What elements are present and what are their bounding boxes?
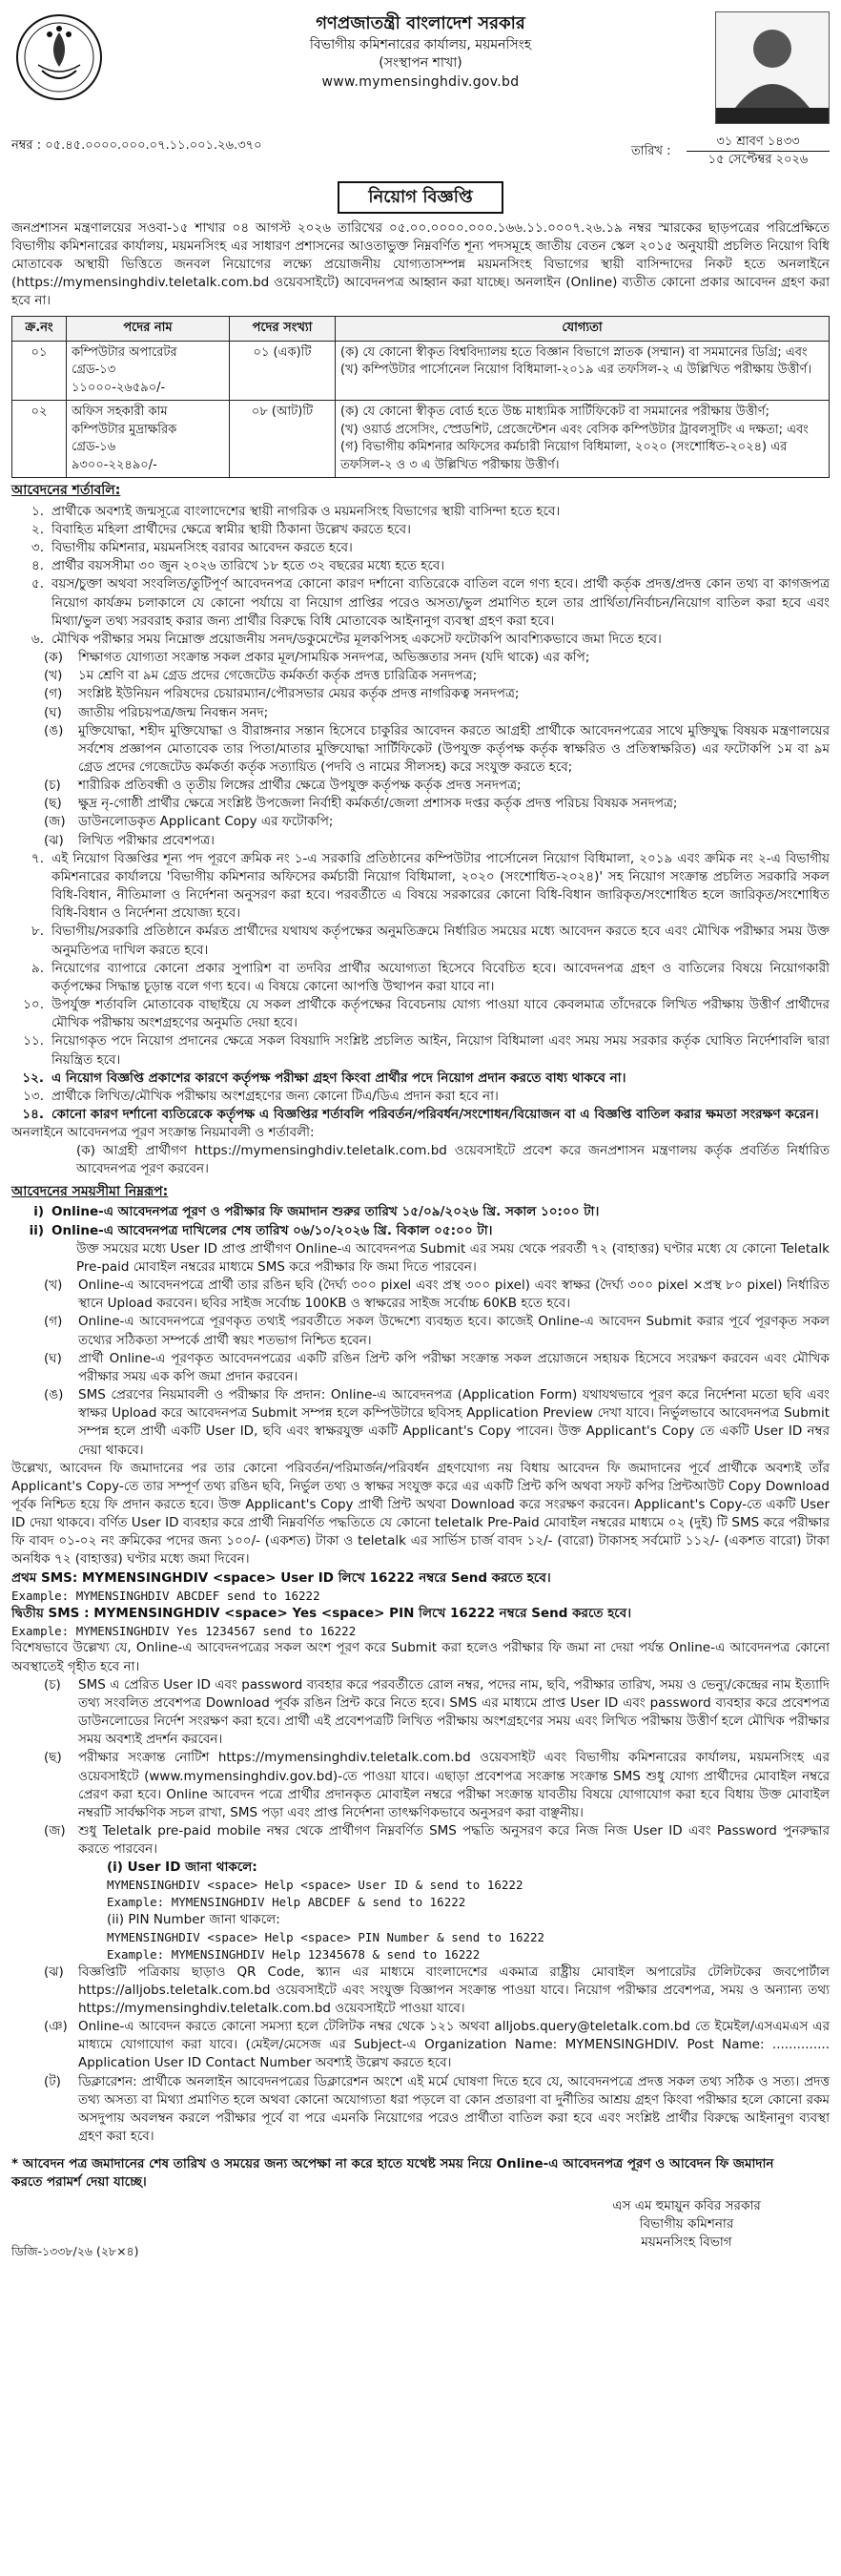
col-post-name: পদের নাম	[67, 317, 230, 341]
recovery-userid-example: Example: MYMENSINGHDIV Help ABCDEF & send to 16222	[107, 1895, 466, 1910]
list-item: ৮. বিভাগীয়/সরকারি প্রতিষ্ঠানে কর্মরত প্রার্থীদের যথাযথ কর্তৃপক্ষের অনুমতিক্রমে নির্ধারিত সময়ের মধ্যে আবেদন করতে হবে এবং মৌখিক পরীক্ষার সময় উক্ত অনুমতিপত্র দাখিল করতে হবে।	[31, 924, 830, 958]
post-name: কম্পিউটার অপারেটর	[72, 344, 177, 360]
qualification-item: (ক) যে কোনো স্বীকৃত বিশ্ববিদ্যালয় হতে বিজ্ঞান বিভাগে স্নাতক (সম্মান) বা সমমানের ডিগ্রি; এবং	[340, 344, 808, 360]
sms-second-example: Example: MYMENSINGHDIV Yes 1234567 send to 16222	[11, 1623, 357, 1638]
portrait-caption-bar	[716, 108, 829, 123]
list-item: (ঙ) SMS প্রেরণের নিয়মাবলী ও পরীক্ষার ফি প্রদান: Online-এ আবেদনপত্র (Application Form) যথাযথভাবে পূরণ করে নির্দেশনা মতো ছবি এবং স্বাক্ষর Upload করে আবেদনপত্র Submit সম্পন্ন হলে কম্পিউটারে ছবিসহ Application Preview দেখা যাবে। নির্ভুলভাবে আবেদনপত্র Submit সম্পন্ন হলে প্রার্থী একটি User ID, ছবি এবং স্বাক্ষরযুক্ত একটি Applicant's Copy পাবেন। উক্ত Applicant's Copy তে একটি User ID নম্বর দেয়া থাকবে।	[44, 1387, 830, 1458]
documents-list	[11, 649, 830, 850]
special-note: বিশেষভাবে উল্লেখ্য যে, Online-এ আবেদনপত্রের সকল অংশ পূরণ করে Submit করা হলেও পরীক্ষার ফি জমা না দেয়া পর্যন্ত Online-এ আবেদনপত্র কোনো অবস্থাতেই গৃহীত হবে না।	[11, 1640, 830, 1674]
signatory-designation: বিভাগীয় কমিশনার	[639, 2216, 734, 2233]
list-item: ১. প্রার্থীকে অবশ্যই জন্মসূত্রে বাংলাদেশের স্থায়ী নাগরিক ও ময়মনসিংহ বিভাগের স্থায়ী বাসিন্দা হতে হবে।	[31, 503, 561, 519]
list-item: (জ) ডাউনলোডকৃত Applicant Copy এর ফটোকপি;	[44, 814, 334, 830]
col-post-count: পদের সংখ্যা	[230, 317, 336, 341]
list-item: ৫. বয়স/চুক্তা অথবা সংবলিত/তুটিপূর্ণ আবেদনপত্র কোনো কারণ দর্শানো ব্যতিরেকে বাতিল বলে গণ্য হবে। প্রার্থী কর্তৃক প্রদত্ত/প্রদত্ত কোন তথ্য বা কাগজপত্র নিয়োগ কার্যক্রম চলাকালে যে কোনো পর্যায়ে বা নিয়োগ প্রাপ্তির পরেও অসত্য/ভুল প্রমাণিত হলে তার প্রার্থিতা/নির্বাচন/নিয়োগ বাতিল করা হবে এবং মিথ্যা/ভুল তথ্য সরবরাহ করার জন্য প্রার্থীর বিরুদ্ধে বিধি মোতাবেক আইনানুগ ব্যবস্থা গ্রহণ করা হবে।	[31, 576, 830, 629]
table-row	[12, 341, 830, 400]
signature-block	[544, 2197, 830, 2252]
row-qualification	[336, 401, 830, 478]
conditions-heading: আবেদনের শর্তাবলি:	[11, 482, 121, 498]
branch-name: (সংস্থাপন শাখা)	[379, 55, 462, 72]
list-item: ১১. নিয়োগকৃত পদে নিয়োগ প্রদানের ক্ষেত্রে সকল বিষয়াদি সংশ্লিষ্ট প্রচলিত আইন, নিয়োগ বিধিমালা এবং সময় সময় সরকার কর্তৃক ঘোষিত নির্দেশাবলি দ্বারা নিয়ন্ত্রিত হবে।	[23, 1033, 830, 1068]
post-grade: গ্রেড-১৬	[72, 440, 116, 455]
list-item: (ঘ) জাতীয় পরিচয়পত্র/জন্ম নিবন্ধন সনদ;	[44, 704, 269, 720]
list-item: (ঙ) মুক্তিযোদ্ধা, শহীদ মুক্তিযোদ্ধা ও বীরাঙ্গনার সন্তান হিসেবে চাকুরির আবেদন করতে আগ্রহী প্রার্থীকে আবেদনপত্রের সাথে মুক্তিযুদ্ধ বিষয়ক মন্ত্রণালয়ের সর্বশেষ প্রজ্ঞাপন মোতাবেক তার পিতা/মাতার মুক্তিযোদ্ধা সার্টিফিকেট (উপযুক্ত কর্তৃপক্ষ কর্তৃক স্বাক্ষরিত ও প্রতিস্বাক্ষরিত) এর ফটোকপি ১ম বা ৯ম গ্রেড প্রদের গেজেটেড কর্মকর্তা কর্তৃক সত্যায়িত (পদবি ও নামের সীলসহ) করে সংযুক্ত করতে হবে;	[44, 722, 830, 776]
col-serial: ক্র.নং	[12, 317, 67, 341]
notice-title: নিয়োগ বিজ্ঞপ্তি	[338, 181, 503, 214]
list-item: (গ) Online-এ আবেদনপত্রে পূরণকৃত তথ্যই পরবর্তীতে সকল উদ্দেশ্যে ব্যবহৃত হবে। কাজেই Online-এ আবেদন Submit করার পূর্বে পূরণকৃত সকল তথ্যের সঠিকতা সম্পর্কে প্রার্থী স্বয়ং শতভাগ নিশ্চিত হবেন।	[44, 1314, 830, 1348]
sms-first-example: Example: MYMENSINGHDIV ABCDEF send to 16222	[11, 1588, 320, 1603]
list-item: (ঝ) বিজ্ঞপ্তিটি পত্রিকায় ছাড়াও QR Code, স্ক্যান এর মাধ্যমে বাংলাদেশের একমাত্র রাষ্ট্রীয় মোবাইল অপারেটর টেলিটকের জবপোর্টাল https://alljobs.teletalk.com.bd ওয়েবসাইটে এবং সংযুক্ত বিজ্ঞাপন সংক্রান্ত পাওয়া যাবে। নিয়োগ পরীক্ষার প্রবেশপত্র, সময় ও অন্যান্য তথ্য https://mymensinghdiv.teletalk.com.bd ওয়েবসাইটে পাওয়া যাবে।	[44, 1963, 830, 2016]
bangladesh-emblem-icon	[13, 11, 105, 103]
recovery-userid-heading: (i) User ID জানা থাকলে:	[107, 1859, 257, 1876]
qualification-item: (গ) বিভাগীয় কমিশনার অফিসের কর্মচারী নিয়োগ বিধিমালা, ২০২০ (সংশোধিত-২০২৪) এর তফসিল-২ ও ৩ এ উল্লিখিত পরীক্ষায় উত্তীর্ণ।	[340, 440, 788, 472]
list-item: (ঝ) লিখিত পরীক্ষার প্রবেশপত্র।	[44, 832, 215, 848]
list-item: (খ) Online-এ আবেদনপত্রে প্রার্থী তার রঙিন ছবি (দৈর্ঘ্য ৩০০ pixel এবং প্রস্থ ৩০০ pixel) এবং স্বাক্ষর (দৈর্ঘ্য ৩০০ pixel ×প্রস্থ ৮০ pixel) নির্ধারিত স্থানে Upload করবেন। ছবির সাইজ সর্বোচ্চ 100KB ও স্বাক্ষরের সাইজ সর্বোচ্চ 60KB হতে হবে।	[44, 1278, 830, 1312]
row-qualification	[336, 341, 830, 400]
sms-second-line: দ্বিতীয় SMS : MYMENSINGHDIV <space> Yes <space> PIN লিখে 16222 নম্বরে Send করতে হবে।	[11, 1605, 632, 1621]
online-items-list-3	[11, 1963, 830, 2147]
fee-paragraph: উল্লেখ্য, আবেদন ফি জমাদানের পর তার কোনো পরিবর্তন/পরিমার্জন/পরিবর্ধন গ্রহণযোগ্য নয় বিধায় আবেদন ফি জমাদানের পূর্বে প্রার্থীকে অবশ্যই তাঁর Applicant's Copy-তে তার সম্পূর্ণ তথ্য রঙিন ছবি, নির্ভুল তথ্য ও স্বাক্ষর সংযুক্ত করে এর একটি প্রিন্ট কপি অথবা সফট কপির প্রিন্টআউট Copy Download পূর্বক নিশ্চিত হয়ে ফি প্রদান করতে হবে। উক্ত Applicant's Copy প্রার্থী প্রিন্ট অথবা Download করে সংরক্ষণ করবেন। Applicant's Copy-তে একটি User ID দেয়া থাকবে। বর্ণিত User ID ব্যবহার করে প্রার্থী নিম্নবর্ণিত পদ্ধতিতে যে কোনো teletalk Pre-Paid মোবাইল নম্বরের মাধ্যমে ০২ (দুই) টি SMS করে পরীক্ষার ফি বাবদ ০১-০২ নং ক্রমিকের পদের জন্য ১০০/- (একশত) টাকা ও teletalk এর সার্ভিস চার্জ বাবদ ১২/- (বারো) টাকাসহ সর্বমোট ১১২/- (একশত বারো) টাকা অনধিক ৭২ (বাহাত্তর) ঘণ্টার মধ্যে জমা দিবেন।	[11, 1460, 830, 1568]
list-item: ২. বিবাহিত মহিলা প্রার্থীদের ক্ষেত্রে স্বামীর স্থায়ী ঠিকানা উল্লেখ করতে হবে।	[31, 521, 411, 537]
online-rule-ka: (ক) আগ্রহী প্রার্থীগণ https://mymensinghdiv.teletalk.com.bd ওয়েবসাইটে প্রবেশ করে জনপ্রশাসন মন্ত্রণালয় কর্তৃক প্রবর্তিত নির্ধারিত আবেদনপত্র পূরণ করবেন।	[76, 1143, 830, 1177]
list-item: (ছ) ক্ষুদ্র নৃ-গোষ্ঠী প্রার্থীর ক্ষেত্রে সংশ্লিষ্ট উপজেলা নির্বাহী কর্মকর্তা/জেলা প্রশাসক দপ্তর কর্তৃক প্রদত্ত পরিচয় বিষয়ক সনদপত্র;	[44, 796, 678, 812]
list-item: (চ) SMS এ প্রেরিত User ID এবং password ব্যবহার করে পরবর্তীতে রোল নম্বর, পদের নাম, ছবি, পরীক্ষার তারিখ, সময় ও ভেন্যু/কেন্দ্রের নাম ইত্যাদি তথ্য সংবলিত প্রবেশপত্র Download পূর্বক রঙিন প্রিন্ট করে নিতে হবে। SMS এর মাধ্যমে প্রাপ্ত User ID এবং password ব্যবহার করে প্রবেশপত্র ডাউনলোডের নির্দেশ সংরক্ষণ করা হবে। প্রার্থী এই প্রবেশপত্রটি লিখিত পরীক্ষায় অংশগ্রহণের সময় এবং লিখিত পরীক্ষায় উত্তীর্ণ হলে মৌখিক পরীক্ষার সময় অবশ্যই প্রদর্শন করবেন।	[44, 1676, 830, 1748]
online-rules-heading: অনলাইনে আবেদনপত্র পূরণ সংক্রান্ত নিয়মাবলী ও শর্তাবলী:	[11, 1125, 315, 1141]
qualification-item: (ক) যে কোনো স্বীকৃত বোর্ড হতে উচ্চ মাধ্যমিক সার্টিফিকেট বা সমমানের পরীক্ষায় উত্তীর্ণ;	[340, 405, 770, 420]
post-grade: গ্রেড-১৩	[72, 363, 116, 378]
recovery-pin-line: MYMENSINGHDIV <space> Help <space> PIN Number & send to 16222	[107, 1930, 545, 1945]
posts-table	[11, 316, 830, 478]
conditions-list-2	[11, 850, 830, 1124]
online-items-list-2	[11, 1676, 830, 1859]
row-count: ০১ (এক)টি	[230, 341, 336, 400]
intro-paragraph: জনপ্রশাসন মন্ত্রণালয়ের সওবা-১৫ শাখার ০৪ আগস্ট ২০২৬ তারিখের ০৫.০০.০০০০.০০০.১৬৬.১১.০০০৭.২৬.১৯ নম্বর স্মারকের ছাড়পত্রের পরিপ্রেক্ষিতে বিভাগীয় কমিশনারের কার্যালয়, ময়মনসিংহ এর সাধারণ প্রশাসনের আওতাভুক্ত নিম্নবর্ণিত শূন্য পদসমূহে জাতীয় বেতন স্কেল ২০১৫ অনুযায়ী প্রচলিত নিয়োগ বিধি মোতাবেক অস্থায়ী ভিত্তিতে জনবল নিয়োগের লক্ষ্যে প্রয়োজনীয় যোগ্যতাসম্পন্ন ময়মনসিংহ বিভাগের স্থায়ী বাসিন্দাদের নিকট হতে অনলাইনে (https://mymensinghdiv.teletalk.com.bd ওয়েবসাইটে) আবেদনপত্র আহ্বান করা যাচ্ছে। অনলাইন (Online) ব্যতীত কোনো প্রকার আবেদন গ্রহণ করা হবে না।	[11, 219, 830, 309]
final-note: * আবেদন পত্র জমাদানের শেষ তারিখ ও সময়ের জন্য অপেক্ষা না করে হাতে যথেষ্ট সময় নিয়ে Online-এ আবেদনপত্র পূরণ ও আবেদন ফি জমাদান করতে পরামর্শ দেয়া যাচ্ছে।	[11, 2156, 774, 2191]
list-item: ১৩. প্রার্থীকে লিখিত/মৌখিক পরীক্ষায় অংশগ্রহণের জন্য কোনো টিএ/ডিএ প্রদান করা হবে না।	[23, 1088, 499, 1104]
list-item: (গ) সংশ্লিষ্ট ইউনিয়ন পরিষদের চেয়ারম্যান/পৌরসভার মেয়র কর্তৃক প্রদত্ত নাগরিকত্ব সনদপত্র;	[44, 686, 520, 702]
portrait-icon	[716, 12, 829, 108]
col-qualification: যোগ্যতা	[336, 317, 830, 341]
list-item: ১২. এ নিয়োগ বিজ্ঞপ্তি প্রকাশের কারণে কর্তৃপক্ষ পরীক্ষা গ্রহণ কিংবা প্রার্থীর পদে নিয়োগ প্রদান করতে বাধ্য থাকবে না।	[22, 1070, 626, 1086]
conditions-list	[11, 503, 830, 649]
online-items-list	[11, 1277, 830, 1460]
post-scale: ১১০০০-২৬৫৯০/-	[72, 380, 166, 395]
list-item: i) Online-এ আবেদনপত্র পূরণ ও পরীক্ষার ফি জমাদান শুরুর তারিখ ১৫/০৯/২০২৬ খ্রি. সকাল ১০:০০ টা।	[33, 1204, 600, 1220]
date-label: তারিখ :	[631, 144, 671, 158]
signatory-place: ময়মনসিংহ বিভাগ	[641, 2234, 732, 2251]
schedule-heading: আবেদনের সময়সীমা নিম্নরূপ:	[11, 1183, 169, 1199]
list-item: ii) Online-এ আবেদনপত্র দাখিলের শেষ তারিখ ০৬/১০/২০২৬ খ্রি. বিকাল ০৫:০০ টা।	[29, 1222, 493, 1238]
qualification-item: (খ) কম্পিউটার পার্সোনেল নিয়োগ বিধিমালা-২০১৯ এর তফসিল-২ এ উল্লিখিত পরীক্ষায় উত্তীর্ণ।	[340, 363, 812, 378]
row-serial: ০২	[12, 401, 67, 478]
reference-row	[11, 134, 830, 177]
website-link[interactable]: www.mymensinghdiv.gov.bd	[321, 74, 520, 91]
list-item: (ঘ) প্রার্থী Online-এ পূরণকৃত আবেদনপত্রের একটি রঙিন প্রিন্ট কপি পরীক্ষা সংক্রান্ত সকল প্রয়োজনে সহায়ক হিসেবে সংরক্ষণ করবেন এবং মৌখিক পরীক্ষার সময় এক কপি জমা প্রদান করবেন।	[44, 1350, 830, 1384]
list-item: ৩. বিভাগীয় কমিশনার, ময়মনসিংহ বরাবর আবেদন করতে হবে।	[31, 540, 353, 556]
date-english: ১৫ সেপ্টেম্বর ২০২৬	[708, 153, 809, 168]
list-item: (ক) শিক্ষাগত যোগ্যতা সংক্রান্ত সকল প্রকার মূল/সাময়িক সনদপত্র, অভিজ্ঞতার সনদ (যদি থাকে) এর কপি;	[44, 650, 590, 666]
memo-number: নম্বর : ০৫.৪৫.০০০০.০০০.০৭.১১.০০১.২৬.৩৭০	[11, 138, 262, 153]
list-item: (খ) ১ম শ্রেণি বা ৯ম গ্রেড প্রদের গেজেটেড কর্মকর্তা কর্তৃক প্রদত্ত চারিত্রিক সনদপত্র;	[44, 668, 478, 684]
date-bangla: ৩১ শ্রাবণ ১৪৩৩	[687, 134, 830, 152]
recovery-pin-example: Example: MYMENSINGHDIV Help 12345678 & send to 16222	[107, 1946, 481, 1962]
list-item: (চ) শারীরিক প্রতিবন্ধী ও তৃতীয় লিঙ্গের প্রার্থীর ক্ষেত্রে উপযুক্ত কর্তৃপক্ষ কর্তৃক প্রদত্ত সনদপত্র;	[44, 778, 522, 794]
list-item: ৭. এই নিয়োগ বিজ্ঞপ্তির শূন্য পদ পূরণে ক্রমিক নং ১-এ সরকারি প্রতিষ্ঠানের কম্পিউটার পার্সোনেল নিয়োগ বিধিমালা, ২০১৯ এবং ক্রমিক নং ২-এ বিভাগীয় কমিশনারের কার্যালয়ে 'বিভাগীয় কমিশনার অফিসের কর্মচারী নিয়োগ বিধিমালা, ২০২০ (সংশোধিত-২০২৪)' সহ নিয়োগ সংক্রান্ত প্রচলিত সরকারি সকল বিধি-বিধান, নীতিমালা ও নির্দেশনা অনুসরণ করা হবে। পরবর্তীতে এ বিষয়ে সরকারের কোনো বিধি-বিধান জারিকৃত/সংশোধিত হলে জারিকৃত/সংশোধিত বিধি-বিধান ও নির্দেশনা প্রযোজ্য হবে।	[31, 850, 830, 922]
recovery-userid-line: MYMENSINGHDIV <space> Help <space> User ID & send to 16222	[107, 1878, 523, 1893]
schedule-list	[11, 1203, 830, 1239]
recovery-block	[11, 1859, 830, 1963]
footer	[11, 2155, 830, 2260]
letterhead	[11, 11, 830, 134]
list-item: ৯. নিয়োগের ব্যাপারে কোনো প্রকার সুপারিশ বা তদবির প্রার্থীর অযোগ্যতা হিসেবে বিবেচিত হবে। আবেদনপত্র গ্রহণ ও বাতিলের বিষয়ে নিয়োগকারী কর্তৃপক্ষের সিদ্ধান্ত চূড়ান্ত বলে গণ্য হবে। এ বিষয়ে কোনো আপত্তি উত্থাপন করা যাবে না।	[31, 960, 830, 994]
post-name: অফিস সহকারী কাম কম্পিউটার মুদ্রাক্ষরিক	[72, 405, 177, 437]
recovery-pin-heading: (ii) PIN Number জানা থাকলে:	[107, 1911, 280, 1927]
qualification-item: (খ) ওয়ার্ড প্রসেসিং, স্প্রেডশিট, প্রেজেন্টেশন এবং বেসিক কম্পিউটার ট্রাবলসুটিং এ দক্ষতা; এবং	[340, 422, 809, 437]
gov-title: গণপ্রজাতন্ত্রী বাংলাদেশ সরকার	[316, 13, 525, 33]
list-item: ১৪. কোনো কারণ দর্শানো ব্যতিরেকে কর্তৃপক্ষ এ বিজ্ঞপ্তির শর্তাবলি পরিবর্তন/পরিবর্ধন/সংশোধন/বিয়োজন বা এ বিজ্ঞপ্তি বাতিল করার ক্ষমতা সংরক্ষণ করেন।	[22, 1106, 819, 1122]
list-item: (ঞ) Online-এ আবেদন করতে কোনো সমস্যা হলে টেলিটক নম্বর থেকে ১২১ অথবা alljobs.query@teletalk.com.bd তে ইমেইল/এসএমএস এর মাধ্যমে যোগাযোগ করা যাবে। (মেইল/মেসেজ এর Subject-এ Organization Name: MYMENSINGHDIV. Post Name: .............. Application User ID Contact Number অবশ্যই উল্লেখ করতে হবে।	[44, 2019, 830, 2071]
list-item: ৬. মৌখিক পরীক্ষার সময় নিম্নোক্ত প্রয়োজনীয় সনদ/ডকুমেন্টের মূলকপিসহ একসেট ফটোকপি আবশ্যিকভাবে জমা দিতে হবে।	[31, 631, 662, 647]
row-count: ০৮ (আট)টি	[230, 401, 336, 478]
row-post-cell	[67, 401, 230, 478]
list-item: ১০. উপর্যুক্ত শর্তাবলি মোতাবেক বাছাইয়ে যে সকল প্রার্থীকে কর্তৃপক্ষের বিবেচনায় যোগ্য পাওয়া যাবে কেবলমাত্র তাঁদেরকে লিখিত পরীক্ষায় উত্তীর্ণ প্রার্থীদের মৌখিক পরীক্ষায় অংশগ্রহণের অনুমতি দেয়া হবে।	[23, 997, 830, 1031]
office-name: বিভাগীয় কমিশনারের কার্যালয়, ময়মনসিংহ	[309, 36, 532, 52]
portrait-photo	[715, 11, 830, 124]
sms-first-line: প্রথম SMS: MYMENSINGHDIV <space> User ID লিখে 16222 নম্বরে Send করতে হবে।	[11, 1569, 551, 1586]
table-row	[12, 401, 830, 478]
issue-dates	[687, 134, 830, 170]
post-scale: ৯৩০০-২২৪৯০/-	[72, 457, 157, 472]
row-serial: ০১	[12, 341, 67, 400]
list-item: (ছ) পরীক্ষার সংক্রান্ত নোটিশ https://mymensinghdiv.teletalk.com.bd ওয়েবসাইট এবং বিভাগীয় কমিশনারের কার্যালয়, ময়মনসিংহ এর ওয়েবসাইটে (www.mymensinghdiv.gov.bd)-তে পাওয়া যাবে। এছাড়া প্রবেশপত্র সংক্রান্ত সংক্রান্ত SMS শুধু যোগ্য প্রার্থীদের মোবাইল নম্বরে প্রেরণ করা হবে। Online আবেদন পত্রে প্রার্থীর প্রদানকৃত মোবাইল নম্বরে পরীক্ষা সংক্রান্ত যাবতীয় বিষয়ে যোগাযোগ করা হবে বিধায় উক্ত মোবাইল নম্বরটি সার্বক্ষণিক সচল রাখা, SMS পড়া এবং প্রাপ্ত নির্দেশনা তাৎক্ষণিকভাবে অনুসরণ করা বাঞ্ছনীয়।	[44, 1750, 830, 1820]
print-code: ডিজি-১৩৩৮/২৬ (২৮×৪)	[11, 2244, 139, 2259]
list-item: (জ) শুধু Teletalk pre-paid mobile নম্বর থেকে প্রার্থীগণ নিম্নবর্ণিত SMS পদ্ধতি অনুসরণ করে নিজ নিজ User ID এবং Password পুনরুদ্ধার করতে পারবেন।	[44, 1822, 830, 1858]
list-item: ৪. প্রার্থীর বয়সসীমা ৩০ জুন ২০২৬ তারিখে ১৮ হতে ৩২ বছরের মধ্যে হতে হবে।	[31, 558, 445, 574]
table-header-row	[12, 317, 830, 341]
notice-page	[11, 11, 830, 2260]
list-item: (ট) ডিক্লারেশন: প্রার্থীকে অনলাইন আবেদনপত্রের ডিক্লারেশন অংশে এই মর্মে ঘোষণা দিতে হবে যে, আবেদনপত্রে প্রদত্ত সকল তথ্য সঠিক ও সত্য। প্রদত্ত তথ্য অসত্য বা মিথ্যা প্রমাণিত হলে অথবা কোনো অযোগ্যতা ধরা পড়লে বা কোন প্রতারণা বা দুর্নীতির আশ্রয় গ্রহণ কিংবা পরীক্ষার হলে কোনো রকম অসদুপায় অবলম্বন করলে পরীক্ষার পূর্বে বা পরে এমনকি নিয়োগের পরেও প্রার্থীতা বাতিল করা হবে এবং সংশ্লিষ্ট প্রার্থীর বিরুদ্ধে আইনানুগ ব্যবস্থা গ্রহণ করা হবে।	[44, 2073, 830, 2145]
schedule-note: উক্ত সময়ের মধ্যে User ID প্রাপ্ত প্রার্থীগণ Online-এ আবেদনপত্র Submit এর সময় থেকে পরবর্তী ৭২ (বাহাত্তর) ঘণ্টার মধ্যে যে কোনো Teletalk Pre-paid মোবাইল নম্বরের মাধ্যমে SMS করে পরীক্ষার ফি জমা দিতে পারবেন।	[76, 1240, 830, 1275]
signatory-name: এস এম হুমায়ুন কবির সরকার	[612, 2198, 761, 2214]
row-post-cell	[67, 341, 230, 400]
